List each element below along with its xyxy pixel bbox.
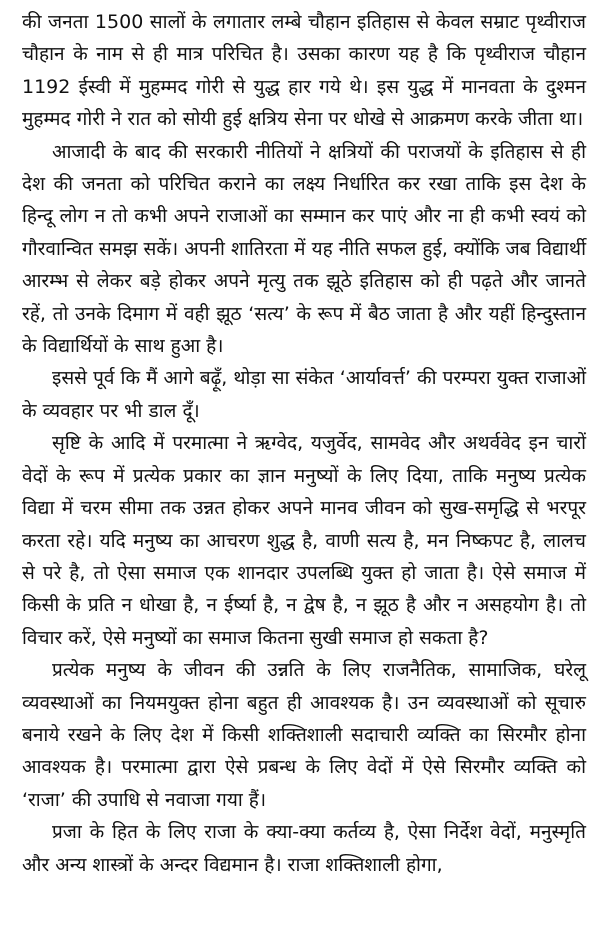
paragraph-4: सृष्टि के आदि में परमात्मा ने ऋग्वेद, यजुर्वेद, सामवेद और अथर्ववेद इन चारों वेदों के रूप में प्रत्येक प्रकार का ज्ञान मनुष्यों के लिए दिया, ताकि मनुष्य प्रत्येक विद्या में चरम सीमा तक उन्नत होकर अपने मानव जीवन को सुख-समृद्धि से भरपूर करता रहे। यदि मनुष्य का आचरण शुद्ध है, वाणी सत्य है, मन निष्कपट है, लालच से परे है, तो ऐसा समाज एक शानदार उपलब्धि युक्त हो जाता है। ऐसे समाज में किसी के प्रति न धोखा है, न ईर्ष्या है, न द्वेष है, न झूठ है और न असहयोग है। तो विचार करें, ऐसे मनुष्यों का समाज कितना सुखी समाज हो सकता है? <box>22 432 586 649</box>
paragraph-6: प्रजा के हित के लिए राजा के क्या-क्या कर्तव्य है, ऐसा निर्देश वेदों, मनुस्मृति और अन्य शास्त्रों के अन्दर विद्यमान है। राजा शक्तिशाली होगा, <box>22 821 586 876</box>
paragraph-3: इससे पूर्व कि मैं आगे बढ़ूँ, थोड़ा सा संकेत ‘आर्यावर्त्त’ की परम्परा युक्त राजाओं के व्यवहार पर भी डाल दूँ। <box>22 367 586 422</box>
paragraph-2: आजादी के बाद की सरकारी नीतियों ने क्षत्रियों की पराजयों के इतिहास से ही देश की जनता को परिचित कराने का लक्ष्य निर्धारित कर रखा ताकि इस देश के हिन्दू लोग न तो कभी अपने राजाओं का सम्मान कर पाएं और ना ही कभी स्वयं को गौरवान्वित समझ सकें। अपनी शातिरता में यह नीति सफल हुई, क्योंकि जब विद्यार्थी आरम्भ से लेकर बड़े होकर अपने मृत्यु तक झूठे इतिहास को ही पढ़ते और जानते रहें, तो उनके दिमाग में वही झूठ ‘सत्य’ के रूप में बैठ जाता है और यहीं हिन्दुस्तान के विद्यार्थियों के साथ हुआ है। <box>22 140 586 358</box>
paragraph-5: प्रत्येक मनुष्य के जीवन की उन्नति के लिए राजनैतिक, सामाजिक, घरेलू व्यवस्थाओं का नियमयुक्त होना बहुत ही आवश्यक है। उन व्यवस्थाओं को सूचारु बनाये रखने के लिए देश में किसी शक्तिशाली सदाचारी व्यक्ति का सिरमौर होना आवश्यक है। परमात्मा द्वारा ऐसे प्रबन्ध के लिए वेदों में ऐसे सिरमौर व्यक्ति को ‘राजा’ की उपाधि से नवाजा गया हैं। <box>22 659 586 811</box>
paragraph-1: की जनता 1500 सालों के लगातार लम्बे चौहान इतिहास से केवल सम्राट पृथ्वीराज चौहान के नाम से ही मात्र परिचित है। उसका कारण यह है कि पृथ्वीराज चौहान 1192 ईस्वी में मुहम्मद गोरी से युद्ध हार गये थे। इस युद्ध में मानवता के दुश्मन मुहम्मद गोरी ने रात को सोयी हुई क्षत्रिय सेना पर धोखे से आक्रमण करके जीता था। <box>22 11 586 131</box>
